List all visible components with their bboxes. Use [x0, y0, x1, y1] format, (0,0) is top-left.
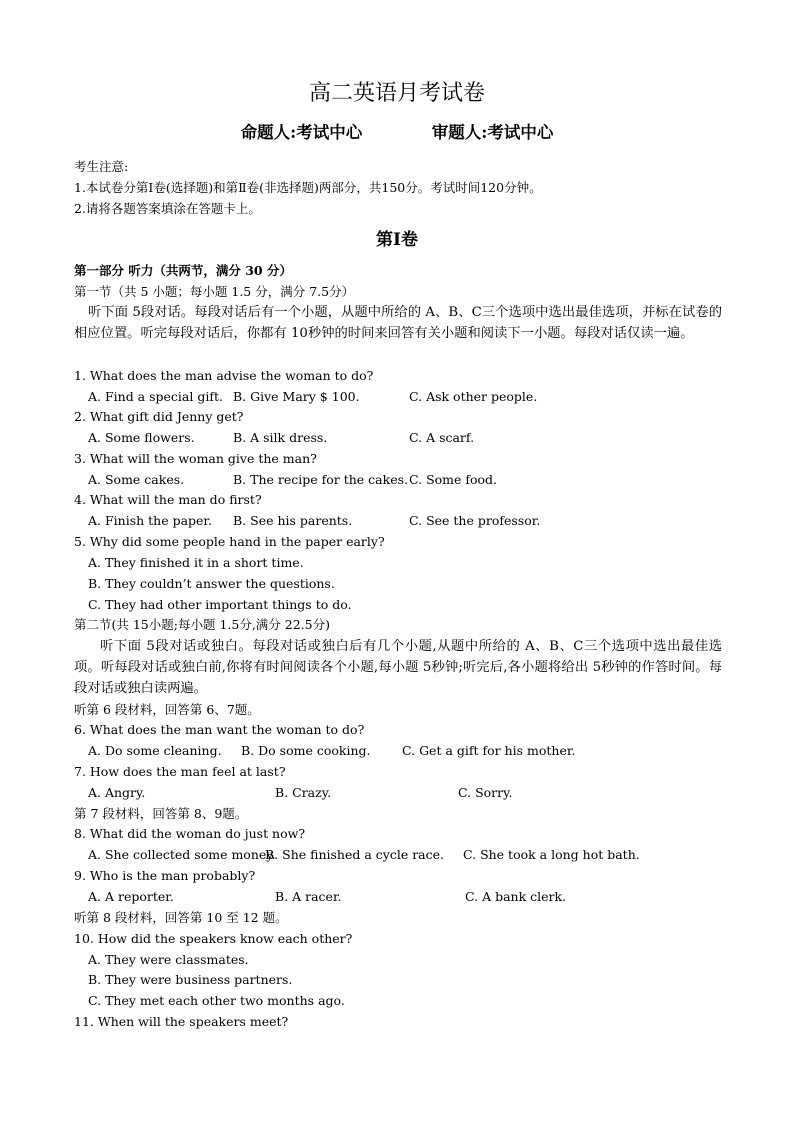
option-a[interactable]: A. Finish the paper.: [88, 513, 213, 528]
page-title: 高二英语月考试卷: [308, 81, 485, 106]
option-b[interactable]: B. She finished a cycle race.: [265, 847, 444, 862]
option-c[interactable]: C. Sorry.: [458, 785, 513, 800]
option-b[interactable]: B. They were business partners.: [88, 972, 293, 987]
question-stem: 3. What will the woman give the man?: [74, 451, 317, 466]
option-c[interactable]: C. She took a long hot bath.: [463, 847, 640, 862]
question-stem: 11. When will the speakers meet?: [74, 1014, 289, 1029]
material-note: 听第 8 段材料，回答第 10 至 12 题。: [74, 910, 288, 925]
material-note: 听第 6 段材料，回答第 6、7题。: [74, 702, 260, 717]
setter-label: 命题人:考试中心: [240, 123, 363, 142]
option-a[interactable]: A. Find a special gift.: [88, 389, 223, 404]
question-stem: 1. What does the man advise the woman to do?: [74, 368, 374, 383]
option-a[interactable]: A. They were classmates.: [88, 952, 249, 967]
option-c[interactable]: C. They had other important things to do.: [88, 597, 352, 612]
option-b[interactable]: B. The recipe for the cakes.: [233, 472, 408, 487]
option-c[interactable]: C. A scarf.: [409, 430, 475, 445]
question-stem: 2. What gift did Jenny get?: [74, 409, 244, 424]
option-b[interactable]: B. A racer.: [275, 889, 342, 904]
option-b[interactable]: B. See his parents.: [233, 513, 353, 528]
option-c[interactable]: C. They met each other two months ago.: [88, 993, 345, 1008]
section2-instructions: 听下面 5段对话或独白。每段对话或独白后有几个小题,从题中所给的 A、B、C三个选项中选出最佳选项。听每段对话或独白前,你将有时间阅读各个小题,每小题 5秒钟;听完后,各小题将给出 5秒钟的作答时间。每段对话或独白读两遍。: [74, 639, 722, 696]
option-b[interactable]: B. Crazy.: [275, 785, 332, 800]
option-b[interactable]: B. Give Mary $ 100.: [233, 389, 360, 404]
option-b[interactable]: B. Do some cooking.: [241, 743, 371, 758]
option-c[interactable]: C. Some food.: [409, 472, 498, 487]
question-stem: 10. How did the speakers know each other?: [74, 931, 353, 946]
question-stem: 7. How does the man feel at last?: [74, 764, 286, 779]
question-stem: 5. Why did some people hand in the paper early?: [74, 534, 385, 549]
question-stem: 4. What will the man do first?: [74, 492, 262, 507]
question-stem: 6. What does the man want the woman to do?: [74, 722, 365, 737]
option-c[interactable]: C. See the professor.: [409, 513, 541, 528]
notice-heading: 考生注意:: [74, 159, 129, 174]
option-c[interactable]: C. A bank clerk.: [465, 889, 567, 904]
question-stem: 8. What did the woman do just now?: [74, 826, 306, 841]
section1-instructions: 听下面 5段对话。每段对话后有一个小题，从题中所给的 A、B、C三个选项中选出最佳选项，并标在试卷的相应位置。听完每段对话后，你都有 10秒钟的时间来回答有关小题和阅读下一小题。每段对话仅读一遍。: [74, 305, 722, 341]
option-c[interactable]: C. Get a gift for his mother.: [402, 743, 576, 758]
volume-title: 第Ⅰ卷: [376, 230, 418, 250]
option-a[interactable]: A. Some flowers.: [88, 430, 195, 445]
material-note: 第 7 段材料，回答第 8、9题。: [74, 806, 248, 821]
reviewer-label: 审题人:考试中心: [431, 123, 554, 142]
notice-item: 1.本试卷分第Ⅰ卷(选择题)和第Ⅱ卷(非选择题)两部分，共150分。考试时间120分钟。: [74, 180, 542, 195]
option-a[interactable]: A. Do some cleaning.: [88, 743, 222, 758]
option-a[interactable]: A. Some cakes.: [88, 472, 185, 487]
part1-heading: 第一部分 听力（共两节，满分 30 分）: [74, 263, 292, 278]
question-stem: 9. Who is the man probably?: [74, 868, 256, 883]
section1-heading: 第一节（共 5 小题；每小题 1.5 分，满分 7.5分）: [74, 284, 355, 299]
exam-subtitle: [0, 122, 794, 144]
section2-heading: 第二节(共 15小题;每小题 1.5分,满分 22.5分): [74, 617, 330, 632]
option-b[interactable]: B. A silk dress.: [233, 430, 328, 445]
notice-item: 2.请将各题答案填涂在答题卡上。: [74, 201, 261, 216]
option-a[interactable]: A. Angry.: [88, 785, 146, 800]
option-c[interactable]: C. Ask other people.: [409, 389, 538, 404]
option-a[interactable]: A. She collected some money.: [88, 847, 276, 862]
option-a[interactable]: A. A reporter.: [88, 889, 174, 904]
option-b[interactable]: B. They couldn’t answer the questions.: [88, 576, 335, 591]
option-a[interactable]: A. They finished it in a short time.: [88, 555, 304, 570]
